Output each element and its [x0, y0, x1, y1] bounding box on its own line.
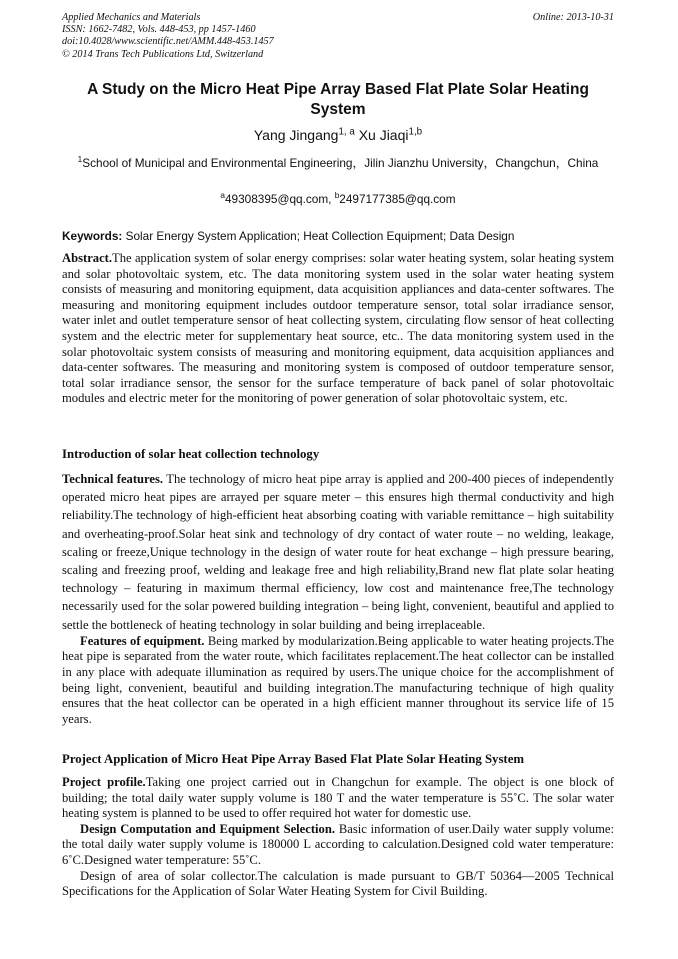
paragraph-label: Technical features. [62, 472, 164, 486]
paragraph: Design of area of solar collector.The calculation is made pursuant to GB/T 50364—2005 Technical Specifications for the Application of Solar Water Heating System for Civil Building. [62, 868, 614, 899]
keywords [62, 229, 614, 244]
online-date: Online: 2013-10-31 [532, 12, 614, 23]
paragraph [62, 822, 614, 869]
affiliation [72, 156, 604, 171]
paper-title: A Study on the Micro Heat Pipe Array Based Flat Plate Solar Heating System [87, 81, 589, 118]
paragraph-label: Project profile. [62, 775, 146, 789]
section-heading: Project Application of Micro Heat Pipe Array Based Flat Plate Solar Heating System [62, 752, 525, 766]
issn-line: ISSN: 1662-7482, Vols. 448-453, pp 1457-1460 [62, 24, 256, 36]
copyright-line: © 2014 Trans Tech Publications Ltd, Switzerland [62, 48, 264, 60]
email-superscript: b [334, 191, 340, 201]
paragraph [62, 470, 614, 634]
section-heading: Introduction of solar heat collection technology [62, 447, 320, 461]
keywords-text: Solar Energy System Application; Heat Collection Equipment; Data Design [122, 229, 515, 243]
paragraph-label: Features of equipment. [80, 633, 205, 648]
email-address: 49308395@qq.com, [225, 192, 335, 206]
email-line [62, 192, 614, 207]
paragraph [62, 775, 614, 822]
paragraph-text: Taking one project carried out in Changchun for example. The object is one block of building; the total daily water supply volume is 180 T and the water temperature is 55˚C. The solar water heating system is planned to be used to offer required hot water for domestic use. [62, 775, 614, 821]
section-introduction [62, 446, 614, 727]
paragraph [62, 634, 614, 728]
author-name: Yang Jingang [253, 127, 339, 143]
author-superscript: 1,b [408, 126, 423, 138]
doi-line: doi:10.4028/www.scientific.net/AMM.448-453.1457 [62, 36, 274, 48]
paragraph-text: Basic information of user.Daily water supply volume: the total daily water supply volume is 180000 L according to calculation.Designed cold water temperature: 6˚C.Designed water temperature: 55˚C. [62, 821, 614, 867]
author-superscript: 1, a [338, 126, 355, 138]
paragraph-text: Being marked by modularization.Being applicable to water heating projects.The heat pipe is separated from the water route, which facilitates replacement.The heat collector can be installed in any place with adequate illumination as required by users.The unique choice for the accomplishment of being light, convenient, beautiful and building integration.The manufacturing technique of high quality ensures that the heat collector can be operated in a high efficient manner throughout its service life of 15 years. [62, 633, 615, 726]
journal-name: Applied Mechanics and Materials [62, 12, 201, 23]
abstract-text: The application system of solar energy comprises: solar water heating system, solar heating system and solar photovoltaic system, etc. The data monitoring system used in the solar water heating system consists of measuring and monitoring equipment, data acquisition appliances and data-center softwares. The measuring and monitoring equipment includes outdoor temperature sensor, total solar irradiance sensor, water inlet and outlet temperature sensor of heat collecting system, circulating flow sensor of heat collecting system and the electric meter for supplementary heat source, etc.. The data monitoring system used in the solar photovoltaic system consists of measuring and monitoring equipment, data acquisition appliances and data-center softwares. The measuring and monitoring system is composed of outdoor temperature sensor, total solar irradiance sensor, the sensor for the surface temperature of back panel of solar photovoltaic modules and electric meter for the monitoring of power generation of solar photovoltaic system, etc. [62, 251, 614, 406]
keywords-label: Keywords: [62, 229, 123, 243]
email-superscript: a [220, 191, 225, 201]
journal-header [62, 12, 614, 61]
abstract-label: Abstract. [62, 251, 113, 265]
author-line [62, 126, 614, 144]
affiliation-text: School of Municipal and Environmental Engineering，Jilin Jianzhu University，Changchun，China [82, 156, 599, 170]
paragraph-label: Design Computation and Equipment Selection. [80, 821, 335, 836]
author-name: Xu Jiaqi [358, 127, 409, 143]
email-address: 2497177385@qq.com [339, 192, 456, 206]
affiliation-superscript: 1 [77, 155, 83, 165]
section-project-application [62, 751, 614, 900]
paragraph-text: The technology of micro heat pipe array is applied and 200-400 pieces of independently operated micro heat pipes are arrayed per square meter – this ensures high thermal conductivity and high reliability.The technology of high-efficient heat absorbing coating with variable remittance – high suitability and overheating-proof.Solar heat sink and technology of dry contact of water route – no welding, leakage, scaling or freeze,Unique technology in the design of water route for heat exchange – high pressure bearing, scaling and freezing proof, welding and leakage free and high reliability,Brand new flat plate solar heating technology – featuring in maximum thermal efficiency, low cost and maintenance free,The technology necessarily used for the solar powered building integration – being light, convenient, beautiful and applied to settle the bottleneck of heating technology in solar building and being irreplaceable. [62, 472, 614, 632]
abstract [62, 251, 614, 407]
